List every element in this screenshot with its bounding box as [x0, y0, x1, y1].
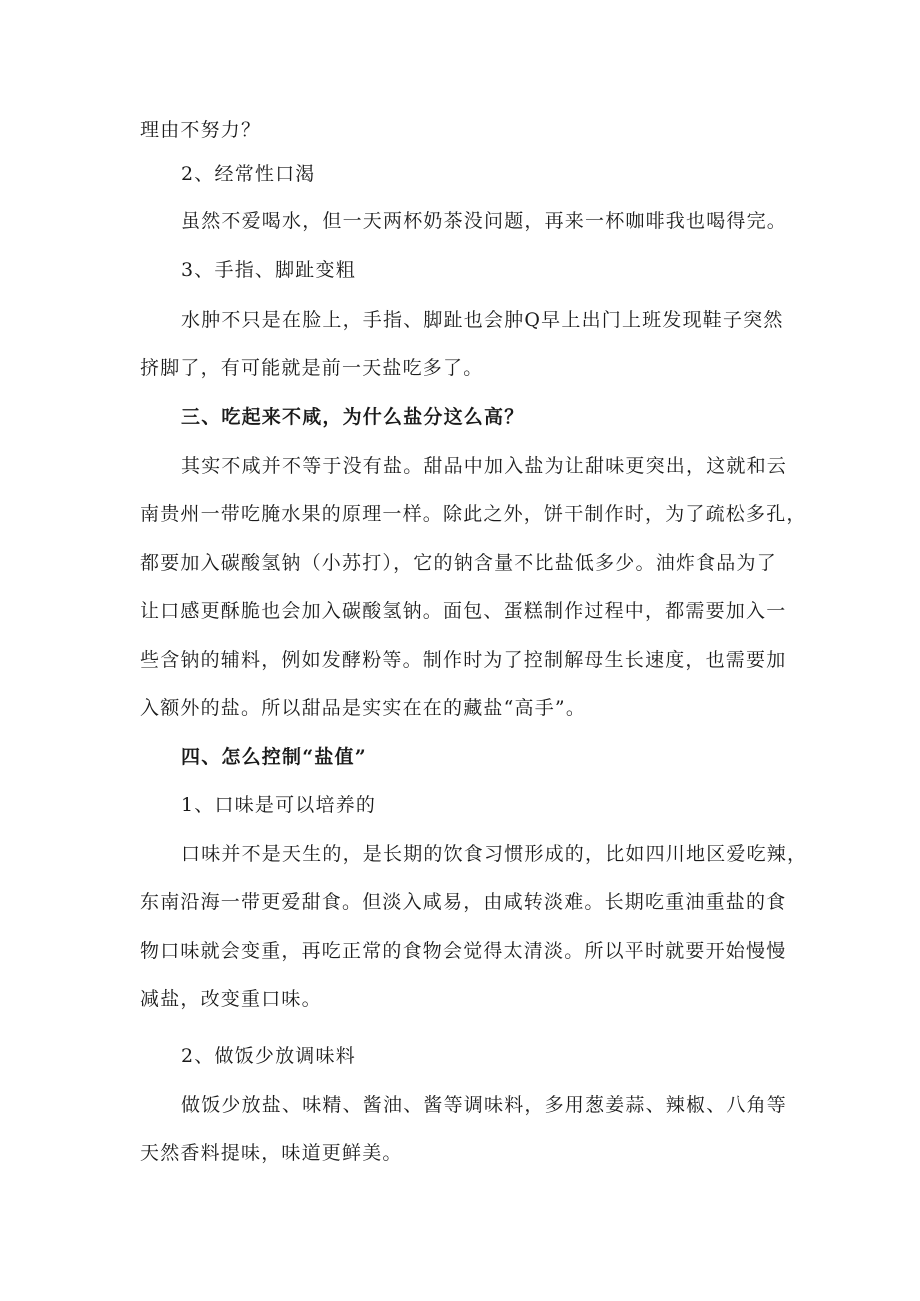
- paragraph-line: 天然香料提味，味道更鲜美。: [140, 1142, 403, 1164]
- subheading: 2、经常性口渴: [181, 163, 316, 185]
- paragraph-line: 做饭少放盐、味精、酱油、酱等调味料，多用葱姜蒜、辣椒、八角等: [181, 1094, 788, 1116]
- section-heading: 四、怎么控制“盐值”: [181, 746, 367, 768]
- section-heading: 三、吃起来不咸，为什么盐分这么高？: [181, 406, 525, 428]
- paragraph-line: 都要加入碳酸氢钠（小苏打），它的钠含量不比盐低多少。油炸食品为了: [140, 552, 777, 574]
- paragraph-line: 物口味就会变重，再吃正常的食物会觉得太清淡。所以平时就要开始慢慢: [140, 940, 787, 962]
- paragraph-line: 理由不努力？: [140, 119, 262, 141]
- paragraph-line: 南贵州一带吃腌水果的原理一样。除此之外，饼干制作时，为了疏松多孔，: [140, 503, 807, 525]
- paragraph-line: 些含钠的辅料，例如发酵粉等。制作时为了控制解母生长速度，也需要加: [140, 649, 787, 671]
- paragraph-line: 减盐，改变重口味。: [140, 988, 322, 1010]
- subheading: 1、口味是可以培养的: [181, 794, 377, 816]
- subheading: 3、手指、脚趾变粗: [181, 259, 356, 281]
- paragraph-line: 让口感更酥脆也会加入碳酸氢钠。面包、蛋糕制作过程中，都需要加入一: [140, 600, 787, 622]
- paragraph-line: 入额外的盐。所以甜品是实实在在的藏盐“高手”。: [140, 697, 587, 719]
- paragraph-line: 东南沿海一带更爱甜食。但淡入咸易，由咸转淡难。长期吃重油重盐的食: [140, 891, 787, 913]
- paragraph-line: 挤脚了，有可能就是前一天盐吃多了。: [140, 357, 484, 379]
- paragraph-line: 其实不咸并不等于没有盐。甜品中加入盐为让甜味更突出，这就和云: [181, 455, 788, 477]
- paragraph-line: 虽然不爱喝水，但一天两杯奶茶没问题，再来一杯咖啡我也喝得完。: [181, 210, 788, 232]
- paragraph-line: 水肿不只是在脸上，手指、脚趾也会肿Q早上出门上班发现鞋子突然: [181, 309, 784, 331]
- subheading: 2、做饭少放调味料: [181, 1045, 356, 1067]
- paragraph-line: 口味并不是天生的，是长期的饮食习惯形成的，比如四川地区爱吃辣，: [181, 843, 808, 865]
